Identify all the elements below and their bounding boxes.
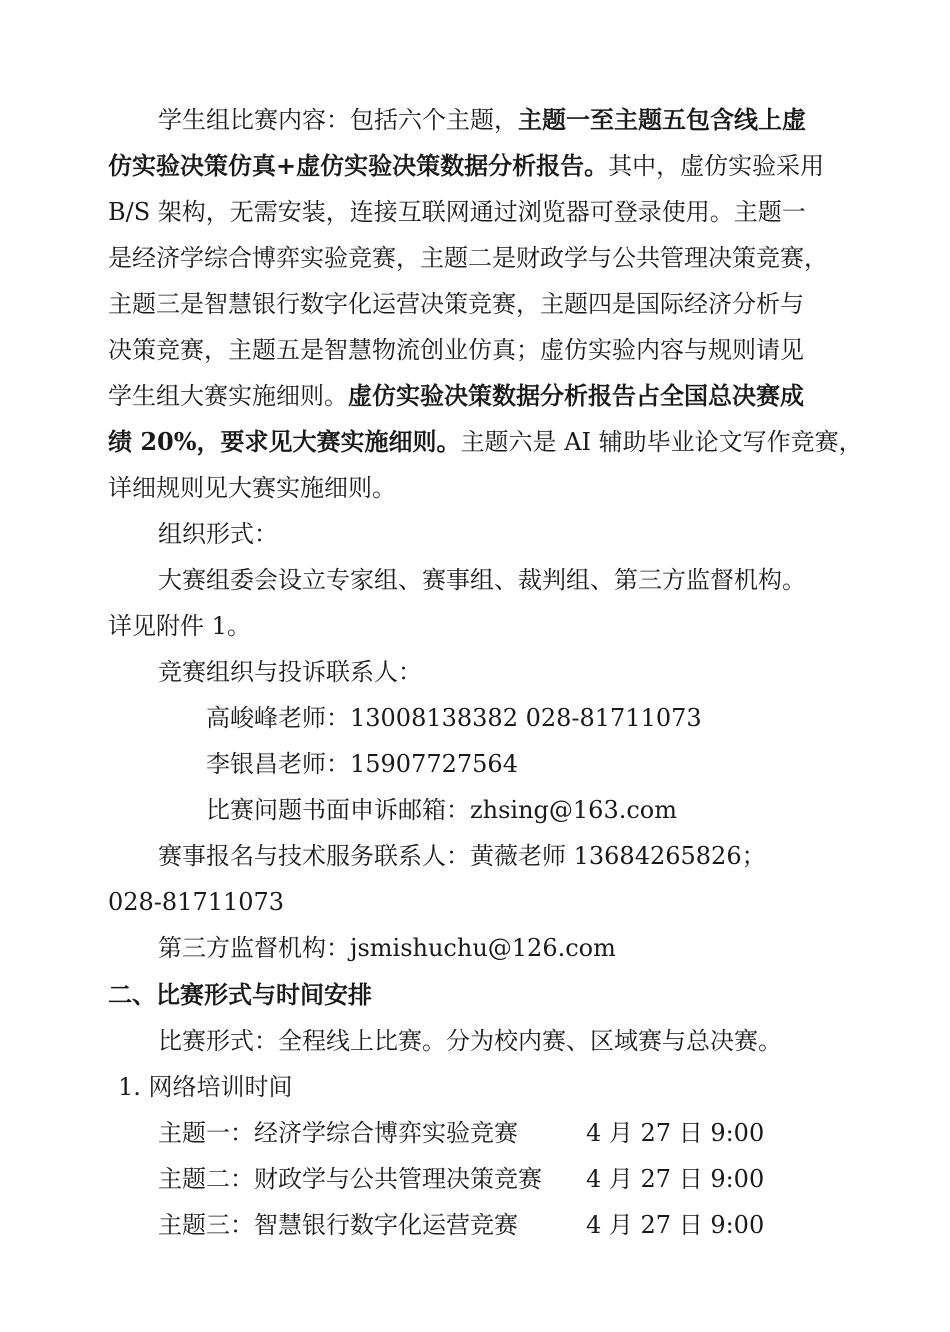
organization-label: 组织形式： xyxy=(158,520,278,548)
contacts-label: 竞赛组织与投诉联系人： xyxy=(158,658,422,686)
training-time-title: 1. 网络培训时间 xyxy=(118,1073,293,1101)
student-bold-simulation-text: 仿实验决策仿真+虚仿实验决策数据分析报告。 xyxy=(108,151,609,180)
organization-line-2: 详见附件 1。 xyxy=(108,612,251,640)
contact-li: 李银昌老师：15907727564 xyxy=(206,750,518,778)
schedule-topic: 主题二：财政学与公共管理决策竞赛 xyxy=(158,1165,542,1193)
section-two-heading: 二、比赛形式与时间安排 xyxy=(108,981,372,1009)
supervisor-contact: 第三方监督机构：jsmishuchu@126.com xyxy=(158,934,616,962)
schedule-time: 4 月 27 日 9:00 xyxy=(586,1165,765,1193)
schedule-time: 4 月 27 日 9:00 xyxy=(586,1119,765,1147)
contact-gao: 高峻峰老师：13008138382 028-81711073 xyxy=(206,704,702,732)
schedule-topic: 主题三：智慧银行数字化运营竞赛 xyxy=(158,1211,518,1239)
student-paragraph-line-9: 详细规则见大赛实施细则。 xyxy=(108,474,396,502)
student-paragraph-line-5: 主题三是智慧银行数字化运营决策竞赛，主题四是国际经济分析与 xyxy=(108,290,804,318)
student-paragraph-line-7 xyxy=(108,381,804,411)
student-paragraph-line-4: 是经济学综合博弈实验竞赛，主题二是财政学与公共管理决策竞赛， xyxy=(108,244,828,272)
schedule-topic: 主题一：经济学综合博弈实验竞赛 xyxy=(158,1119,518,1147)
student-rules-ref-text: 学生组大赛实施细则。 xyxy=(108,382,348,410)
student-bold-topics-text: 主题一至主题五包含线上虚 xyxy=(518,105,806,134)
registration-contact-line-2: 028-81711073 xyxy=(108,888,285,916)
student-paragraph-line-6: 决策竞赛，主题五是智慧物流创业仿真；虚仿实验内容与规则请见 xyxy=(108,336,804,364)
student-paragraph-line-3: B/S 架构，无需安装，连接互联网通过浏览器可登录使用。主题一 xyxy=(108,198,806,226)
complaint-email: 比赛问题书面申诉邮箱：zhsing@163.com xyxy=(206,796,677,824)
student-paragraph-line-2 xyxy=(108,151,824,181)
student-intro-text: 学生组比赛内容：包括六个主题， xyxy=(158,106,518,134)
student-architecture-intro-text: 其中，虚仿实验采用 xyxy=(608,152,825,180)
schedule-time: 4 月 27 日 9:00 xyxy=(586,1211,765,1239)
registration-contact-line-1: 赛事报名与技术服务联系人：黄薇老师 13684265826； xyxy=(158,842,766,870)
student-paragraph-line-1 xyxy=(158,105,806,135)
student-bold-score-text: 绩 20%，要求见大赛实施细则。 xyxy=(108,427,461,456)
student-bold-report-text: 虚仿实验决策数据分析报告占全国总决赛成 xyxy=(348,381,804,410)
competition-format: 比赛形式：全程线上比赛。分为校内赛、区域赛与总决赛。 xyxy=(158,1027,782,1055)
student-paragraph-line-8 xyxy=(108,427,863,457)
student-topic-six-text: 主题六是 AI 辅助毕业论文写作竞赛， xyxy=(460,428,863,456)
organization-line-1: 大赛组委会设立专家组、赛事组、裁判组、第三方监督机构。 xyxy=(158,566,806,594)
